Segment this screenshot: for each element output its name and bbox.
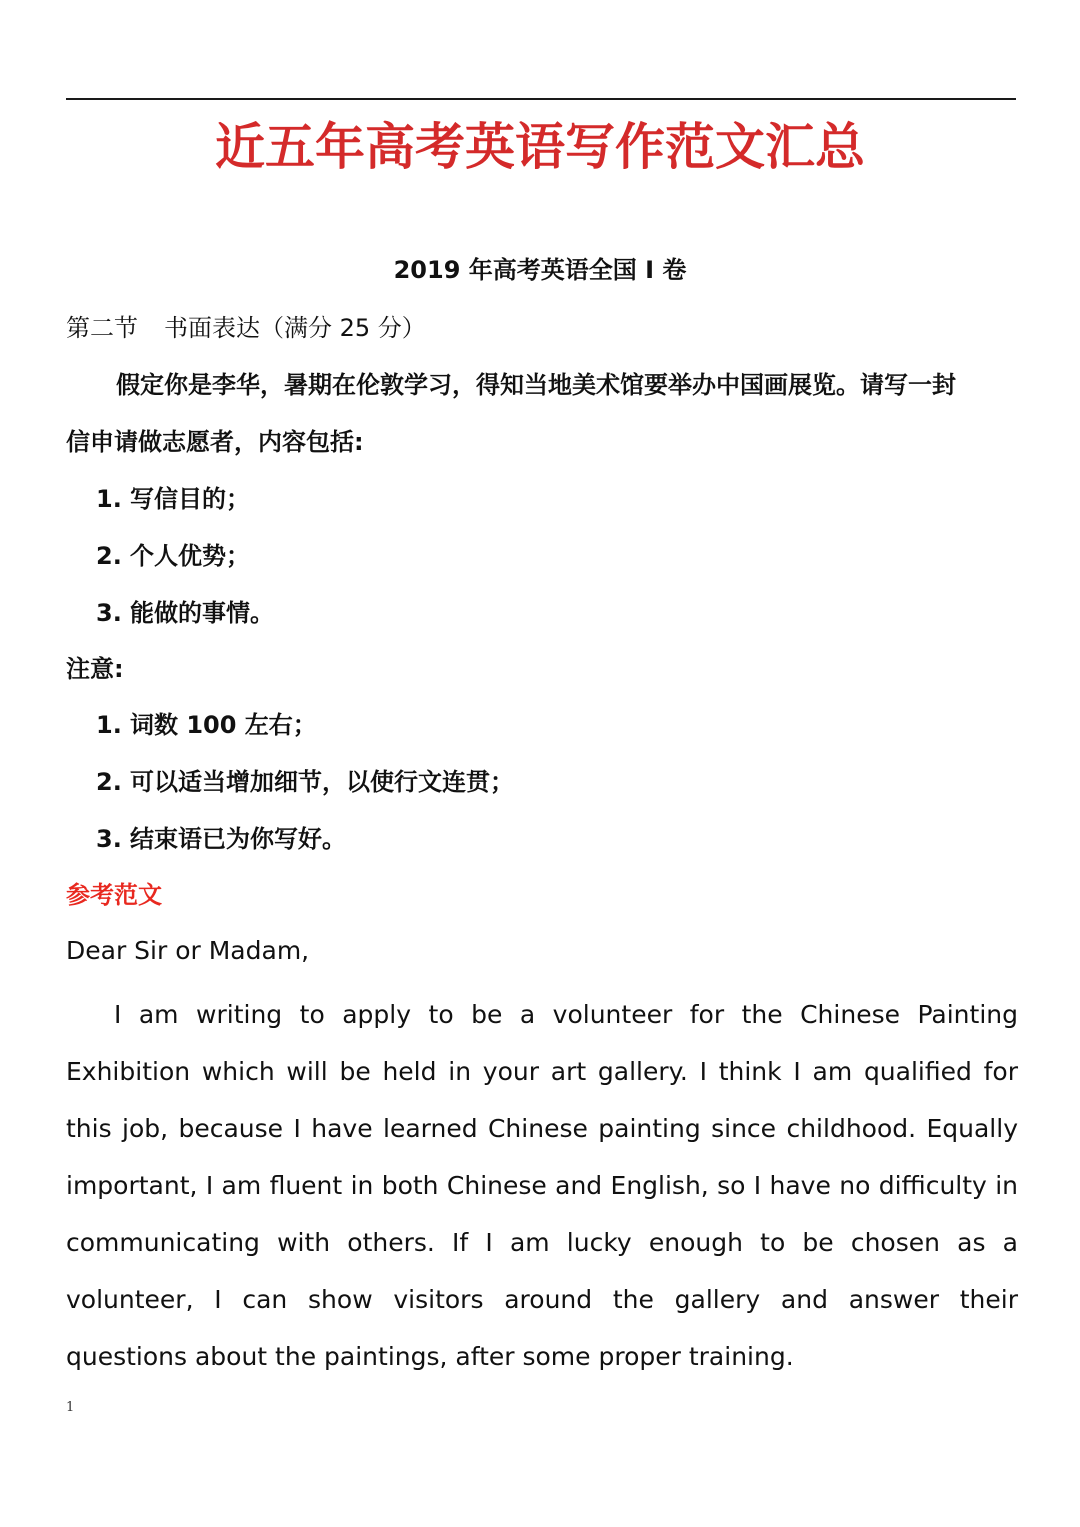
letter-salutation: Dear Sir or Madam,	[66, 936, 310, 965]
point-number: 1.	[96, 485, 122, 513]
point-text: 能做的事情。	[130, 599, 274, 627]
content-point	[96, 481, 250, 517]
note-text: 词数 100 左右；	[130, 711, 317, 739]
document-title: 近五年高考英语写作范文汇总	[215, 118, 865, 176]
notes-label: 注意:	[66, 655, 124, 683]
point-text: 个人优势；	[130, 542, 250, 570]
section-name: 书面表达（满分 25 分）	[164, 314, 426, 342]
point-text: 写信目的；	[130, 485, 250, 513]
note-item	[96, 764, 514, 800]
content-point	[96, 595, 274, 631]
header-rule	[66, 98, 1016, 100]
point-number: 2.	[96, 542, 122, 570]
exam-title: 2019 年高考英语全国 I 卷	[393, 256, 687, 284]
section-label	[66, 310, 426, 346]
section-part: 第二节	[66, 314, 138, 342]
note-item	[96, 821, 346, 857]
prompt-line-2: 信申请做志愿者，内容包括:	[66, 428, 364, 456]
page-number: 1	[66, 1400, 75, 1415]
content-point	[96, 538, 250, 574]
note-number: 3.	[96, 825, 122, 853]
point-number: 3.	[96, 599, 122, 627]
note-text: 可以适当增加细节，以使行文连贯；	[130, 768, 514, 796]
note-text: 结束语已为你写好。	[130, 825, 346, 853]
sample-essay-label: 参考范文	[66, 881, 162, 909]
prompt-line-1: 假定你是李华，暑期在伦敦学习，得知当地美术馆要举办中国画展览。请写一封	[116, 371, 956, 399]
note-number: 2.	[96, 768, 122, 796]
essay-paragraph: I am writing to apply to be a volunteer for the Chinese Painting Exhibition which will be held in your art gallery. I think I am qualified for this job, because I have learned Chinese painting since childhood. Equally important, I am fluent in both Chinese and English, so I have no difficulty in communicating with others. If I am lucky enough to be chosen as a volunteer, I can show visitors around the gallery and answer their questions about the paintings, after some proper training.	[66, 1000, 1018, 1371]
note-item	[96, 707, 317, 743]
note-number: 1.	[96, 711, 122, 739]
